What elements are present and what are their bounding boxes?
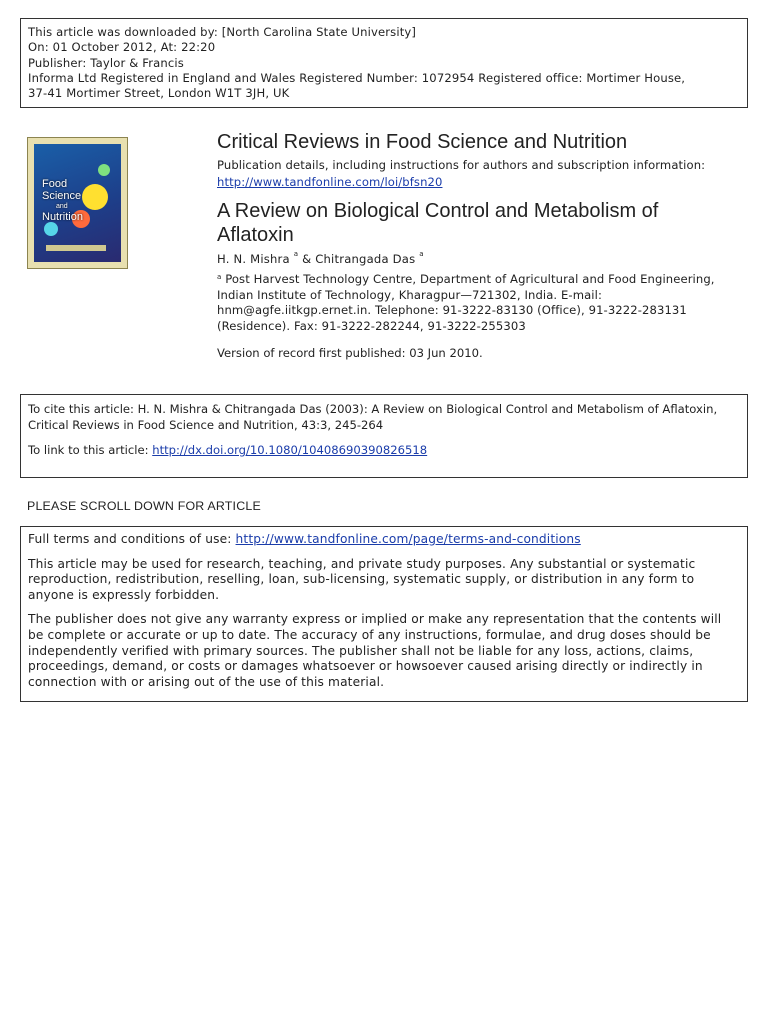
terms-paragraph: This article may be used for research, teaching, and private study purposes. Any substantial or systematic reproduction, redistribution, reselling, loan, sub-licensing, systematic supply, or distribution in any form to anyone is expressly forbidden.	[28, 556, 696, 602]
cover-strip	[46, 245, 106, 251]
cover-title-line: Nutrition	[42, 211, 83, 223]
scroll-down-notice: PLEASE SCROLL DOWN FOR ARTICLE	[27, 499, 261, 513]
download-notice-box	[20, 18, 748, 108]
article-title: A Review on Biological Control and Metabolism of Aflatoxin	[217, 200, 659, 246]
journal-cover-image	[27, 137, 128, 269]
affiliation-marker: a	[217, 273, 222, 281]
cover-decoration	[98, 164, 110, 176]
cover-artwork	[34, 144, 121, 262]
cover-title	[42, 178, 114, 223]
doi-link[interactable]: http://dx.doi.org/10.1080/10408690390826518	[152, 443, 428, 457]
author-name: Chitrangada Das	[315, 252, 416, 266]
download-notice-line: Informa Ltd Registered in England and Wales Registered Number: 1072954 Registered office: Mortimer House,	[28, 70, 686, 85]
terms-box	[20, 526, 748, 702]
download-notice-line: This article was downloaded by: [North Carolina State University]	[28, 25, 417, 39]
article-link-row	[28, 443, 740, 459]
affiliation	[217, 272, 742, 334]
terms-line	[28, 532, 740, 548]
terms-label: Full terms and conditions of use:	[28, 532, 232, 546]
citation-text: To cite this article: H. N. Mishra & Chitrangada Das (2003): A Review on Biological Control and Metabolism of Aflatoxin, Critical Reviews in Food Science and Nutrition, 43:3, 245-264	[28, 402, 718, 432]
author-name: H. N. Mishra	[217, 252, 290, 266]
cover-title-line: Food	[42, 178, 68, 190]
cover-title-line: Science	[42, 190, 82, 202]
cover-decoration	[44, 222, 58, 236]
citation-box	[20, 394, 748, 478]
author-separator: &	[298, 252, 316, 266]
article-link-label: To link to this article:	[28, 443, 149, 457]
journal-title: Critical Reviews in Food Science and Nutrition	[217, 131, 628, 153]
cover-title-line: and	[56, 203, 68, 210]
affiliation-text: Post Harvest Technology Centre, Department of Agricultural and Food Engineering, Indian Institute of Technology, Kharagpur—721302, India. E-mail: hnm@agfe.iitkgp.ernet.in. Telephone: 91-3222-83130 (Office), 91-3222-283131 (Residence). Fax: 91-3222-282244, 91-3222-255303	[217, 272, 715, 333]
download-notice-line: On: 01 October 2012, At: 22:20	[28, 40, 216, 55]
terms-link[interactable]: http://www.tandfonline.com/page/terms-and-conditions	[235, 532, 581, 546]
journal-link[interactable]: http://www.tandfonline.com/loi/bfsn20	[217, 175, 443, 189]
terms-paragraph: The publisher does not give any warranty express or implied or make any representation that the contents will be complete or accurate or up to date. The accuracy of any instructions, formulae, and drug doses should be independently verified with primary sources. The publisher shall not be liable for any loss, actions, claims, proceedings, demand, or costs or damages whatsoever or howsoever caused arising directly or indirectly in connection with or arising out of the use of this material.	[28, 612, 722, 689]
download-notice-line: 37-41 Mortimer Street, London W1T 3JH, UK	[28, 86, 290, 101]
download-notice-line: Publisher: Taylor & Francis	[28, 55, 184, 70]
publication-details: Publication details, including instructions for authors and subscription information:	[217, 158, 706, 172]
author-list	[217, 252, 424, 266]
affiliation-marker: a	[293, 250, 299, 258]
version-of-record: Version of record first published: 03 Jun 2010.	[217, 346, 483, 360]
affiliation-marker: a	[419, 250, 424, 258]
